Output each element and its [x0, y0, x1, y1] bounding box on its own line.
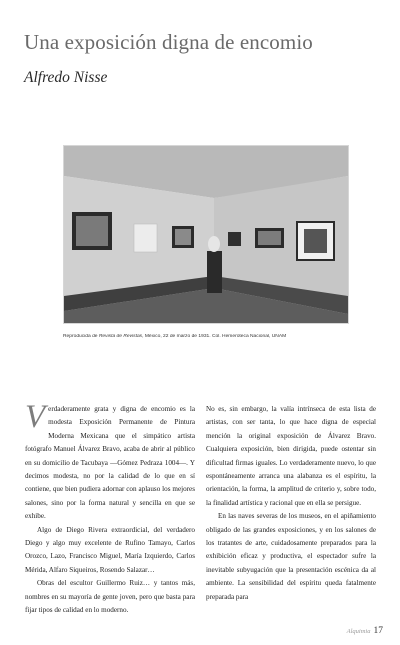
paragraph-text: erdaderamente grata y digna de encomio es la modesta Exposición Permanente de Pintura Moderna Mexicana que el simpático artista fotógrafo Manuel Álvarez Bravo, acaba de abrir al público en su domicilio de Tacubaya —Gómez Pedraza 1004—. Y decimos modesta, no por la calidad de lo que en sí contiene, que bien pudiera adornar con aplauso los mejores salones, sino por la forma natural y sencilla en que se exhibe. [25, 405, 195, 521]
exhibition-photo [63, 145, 349, 324]
magazine-name: Alquimia [346, 628, 371, 635]
paragraph [25, 399, 195, 524]
paragraph: En las naves severas de los museos, en el apiñamiento obligado de las grandes exposiciones, y en los salones de los tratantes de arte, cuidadosamente preparados para la exhibición eficaz y productiva, el espectador sufre la inevitable subyugación que la presentación escénica da al ambiente. La sensibilidad del espíritu queda fatalmente preparada para [206, 512, 376, 601]
page-footer [347, 620, 383, 638]
exhibition-room-image [64, 146, 348, 323]
caption-suffix: , México, 22 de marzo de 1931. Col. Hemeroteca Nacional, UNAM [142, 334, 287, 339]
left-column [25, 399, 195, 618]
page-number: 17 [373, 626, 383, 636]
caption-prefix: Reproducida de [63, 334, 99, 339]
drop-cap: V [25, 399, 46, 435]
paragraph: Obras del escultor Guillermo Ruiz… y tantos más, nombres en su mayoría de gente joven, pero que basta para fijar tipos de calidad en lo moderno. [25, 579, 195, 615]
article-title: Una exposición digna de encomio [24, 30, 313, 54]
right-column [206, 403, 376, 604]
paragraph: Algo de Diego Rivera extraordicial, del verdadero Diego y algo muy excelente de Rufino Tamayo, Carlos Orozco, Lazo, Francisco Miguel, María Izquierdo, Carlos Mérida, Alfaro Siqueiros, Rosendo Salazar… [25, 525, 195, 574]
caption-source: Revista de Revistas [98, 334, 143, 339]
article-author: Alfredo Nisse [24, 69, 108, 86]
photo-caption [63, 334, 353, 339]
paragraph: No es, sin embargo, la valía intrínseca de esta lista de artistas, con ser tanta, lo que hace digna de especial mención la original exposición de Álvarez Bravo. Cualquiera exposición, bien dirigida, puede ostentar sin dificultad firmas iguales. Lo verdaderamente nuevo, lo que espontáneamente arranca una alabanza es el espíritu, la orientación, la forma, la amplitud de criterio y, sobre todo, la finalidad artística y racional que en ella se persigue. [206, 405, 376, 507]
